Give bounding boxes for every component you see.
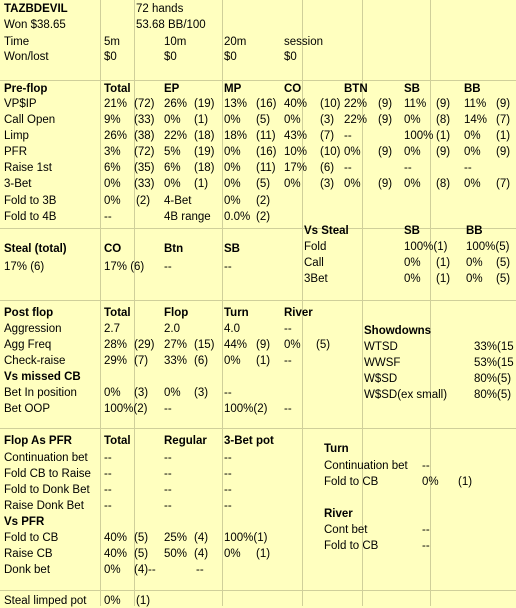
- flop-pfr-header: Total: [104, 435, 131, 447]
- raise-cb-value: (5): [134, 548, 149, 560]
- preflop-cell: (9): [496, 98, 511, 110]
- turn-fold-label: Fold to CB: [324, 476, 379, 488]
- preflop-header: Total: [104, 83, 131, 95]
- flop-pfr-cell: --: [224, 484, 232, 496]
- agg-freq-value: 44%: [224, 339, 248, 351]
- flop-pfr-row-label: Fold to Donk Bet: [4, 484, 90, 496]
- preflop-cell: (9): [378, 114, 393, 126]
- aggression-value: 4.0: [224, 323, 240, 335]
- turn-title: Turn: [324, 443, 349, 455]
- flop-pfr-row-label: Continuation bet: [4, 452, 88, 464]
- preflop-cell: 26%: [104, 130, 128, 142]
- showdown-value: 53%: [474, 357, 498, 369]
- flop-pfr-header: 3-Bet pot: [224, 435, 274, 447]
- river-fold-value: --: [422, 540, 430, 552]
- four-bet-range-value: 0.0%: [224, 211, 251, 223]
- agg-freq-value: (15): [194, 339, 215, 351]
- preflop-cell: 6%: [104, 162, 121, 174]
- preflop-cell: 0%: [224, 178, 241, 190]
- preflop-cell: (35): [134, 162, 155, 174]
- preflop-header: EP: [164, 83, 180, 95]
- preflop-cell: (5): [256, 178, 271, 190]
- preflop-header: CO: [284, 83, 302, 95]
- four-bet-label: 4-Bet: [164, 195, 192, 207]
- showdown-value: 80%: [474, 389, 498, 401]
- fold-to-4b-value: --: [104, 211, 112, 223]
- agg-freq-value: 27%: [164, 339, 188, 351]
- bet-in-position-value: --: [224, 387, 232, 399]
- check-raise-value: (1): [256, 355, 271, 367]
- vs-steal-fold-label: Fold: [304, 241, 327, 253]
- preflop-cell: (9): [378, 98, 393, 110]
- preflop-cell: (19): [194, 146, 215, 158]
- raise-cb-value: (4): [194, 548, 209, 560]
- aggression-value: 2.0: [164, 323, 180, 335]
- check-raise-value: (7): [134, 355, 149, 367]
- preflop-cell: (9): [496, 146, 511, 158]
- preflop-cell: 3%: [104, 146, 121, 158]
- fold-to-3b-value: 0%: [104, 195, 121, 207]
- preflop-row-label: VP$IP: [4, 98, 37, 110]
- steal-btn-value: --: [164, 261, 172, 273]
- preflop-cell: (8): [436, 114, 451, 126]
- preflop-cell: (7): [496, 114, 511, 126]
- vs-steal-3bet-label: 3Bet: [304, 273, 328, 285]
- wonlost-10m: $0: [164, 51, 177, 63]
- showdown-label: WTSD: [364, 341, 398, 353]
- preflop-header: MP: [224, 83, 242, 95]
- preflop-cell: (1): [496, 130, 511, 142]
- raise-cb-label: Raise CB: [4, 548, 53, 560]
- preflop-row-label: PFR: [4, 146, 27, 158]
- showdown-label: W$SD: [364, 373, 398, 385]
- preflop-cell: (10): [320, 146, 341, 158]
- four-bet-range-label: 4B range: [164, 211, 211, 223]
- vs-steal-sb-header: SB: [404, 225, 420, 237]
- preflop-cell: 11%: [464, 98, 487, 110]
- flop-pfr-cell: --: [164, 484, 172, 496]
- wonlost-5m: $0: [104, 51, 117, 63]
- preflop-cell: (6): [320, 162, 335, 174]
- preflop-cell: --: [344, 130, 352, 142]
- wonlost-session: $0: [284, 51, 297, 63]
- preflop-cell: 10%: [284, 146, 308, 158]
- divider: [430, 0, 431, 606]
- steal-btn-header: Btn: [164, 243, 184, 255]
- steal-limped-value: 0%: [104, 595, 121, 607]
- aggression-label: Aggression: [4, 323, 62, 335]
- raise-cb-value: (1): [256, 548, 271, 560]
- preflop-cell: (3): [320, 114, 335, 126]
- turn-fold-value: 0%: [422, 476, 439, 488]
- preflop-cell: 0%: [224, 114, 241, 126]
- flop-pfr-cell: --: [104, 468, 112, 480]
- preflop-cell: 22%: [164, 130, 188, 142]
- donk-bet-label: Donk bet: [4, 564, 51, 576]
- preflop-cell: --: [464, 162, 472, 174]
- bet-in-position-value: (3): [194, 387, 209, 399]
- preflop-cell: (1): [436, 130, 451, 142]
- fold-to-4b-label: Fold to 4B: [4, 211, 57, 223]
- preflop-cell: 43%: [284, 130, 308, 142]
- river-cont-label: Cont bet: [324, 524, 368, 536]
- preflop-cell: (72): [134, 146, 155, 158]
- steal-limped-value: (1): [136, 595, 151, 607]
- preflop-cell: (38): [134, 130, 155, 142]
- aggression-value: --: [284, 323, 292, 335]
- flop-pfr-cell: --: [164, 452, 172, 464]
- preflop-cell: 0%: [344, 178, 361, 190]
- preflop-cell: 0%: [344, 146, 361, 158]
- vs-steal-3bet-bb: 0%: [466, 273, 483, 285]
- fold-to-cb-value: (4): [194, 532, 209, 544]
- showdown-label: W$SD(ex small): [364, 389, 448, 401]
- agg-freq-label: Agg Freq: [4, 339, 52, 351]
- donk-bet-value: (4)--: [134, 564, 156, 576]
- preflop-cell: 0%: [164, 114, 181, 126]
- divider: [100, 0, 101, 606]
- bet-in-position-value: 0%: [104, 387, 121, 399]
- preflop-cell: 0%: [104, 178, 121, 190]
- check-raise-value: 33%: [164, 355, 188, 367]
- preflop-header: Pre-flop: [4, 83, 48, 95]
- preflop-header: BTN: [344, 83, 368, 95]
- preflop-cell: 22%: [344, 98, 368, 110]
- preflop-cell: 18%: [224, 130, 248, 142]
- preflop-cell: (8): [436, 178, 451, 190]
- agg-freq-value: (29): [134, 339, 155, 351]
- steal-sb-header: SB: [224, 243, 240, 255]
- preflop-cell: (9): [378, 178, 393, 190]
- agg-freq-value: (5): [316, 339, 331, 351]
- flop-pfr-cell: --: [104, 484, 112, 496]
- steal-co-header: CO: [104, 243, 122, 255]
- preflop-cell: 13%: [224, 98, 248, 110]
- bet-oop-value: 100%(2): [224, 403, 268, 415]
- agg-freq-value: 0%: [284, 339, 301, 351]
- showdown-count: (15: [497, 357, 514, 369]
- time-5m: 5m: [104, 36, 120, 48]
- preflop-cell: (16): [256, 146, 277, 158]
- divider: [0, 590, 516, 591]
- won-amount: Won $38.65: [4, 19, 66, 31]
- donk-bet-value: 0%: [104, 564, 121, 576]
- flop-pfr-cell: --: [104, 452, 112, 464]
- preflop-cell: 22%: [344, 114, 368, 126]
- preflop-cell: 0%: [224, 146, 241, 158]
- postflop-header: Post flop: [4, 307, 54, 319]
- check-raise-label: Check-raise: [4, 355, 66, 367]
- four-bet-count: (2): [256, 195, 271, 207]
- raise-cb-value: 40%: [104, 548, 128, 560]
- bet-in-position-value: 0%: [164, 387, 181, 399]
- preflop-cell: (18): [194, 162, 215, 174]
- vs-steal-call-sb: 0%: [404, 257, 421, 269]
- steal-title: Steal (total): [4, 243, 67, 255]
- preflop-cell: (18): [194, 130, 215, 142]
- aggression-value: 2.7: [104, 323, 120, 335]
- divider: [302, 0, 303, 606]
- flop-pfr-cell: --: [224, 500, 232, 512]
- divider: [222, 0, 223, 606]
- river-cont-value: --: [422, 524, 430, 536]
- check-raise-value: 0%: [224, 355, 241, 367]
- agg-freq-value: 28%: [104, 339, 128, 351]
- vs-steal-call-sb-n: (1): [436, 257, 451, 269]
- preflop-cell: 26%: [164, 98, 188, 110]
- fold-to-cb-value: (5): [134, 532, 149, 544]
- turn-cbet-value: --: [422, 460, 430, 472]
- bet-oop-value: --: [164, 403, 172, 415]
- preflop-cell: 9%: [104, 114, 121, 126]
- preflop-cell: (10): [320, 98, 341, 110]
- preflop-cell: 0%: [164, 178, 181, 190]
- steal-sb-value: --: [224, 261, 232, 273]
- raise-cb-value: 0%: [224, 548, 241, 560]
- vs-steal-3bet-bb-n: (5): [496, 273, 511, 285]
- agg-freq-value: (9): [256, 339, 271, 351]
- divider: [0, 228, 516, 229]
- four-bet-value: 0%: [224, 195, 241, 207]
- vs-steal-3bet-sb: 0%: [404, 273, 421, 285]
- preflop-cell: (9): [436, 98, 451, 110]
- wonlost-label: Won/lost: [4, 51, 49, 63]
- flop-pfr-cell: --: [164, 468, 172, 480]
- showdown-label: WWSF: [364, 357, 401, 369]
- preflop-cell: 0%: [464, 146, 481, 158]
- preflop-cell: (11): [256, 162, 276, 174]
- preflop-cell: (9): [378, 146, 393, 158]
- turn-fold-count: (1): [458, 476, 473, 488]
- preflop-cell: (72): [134, 98, 155, 110]
- preflop-cell: 17%: [284, 162, 308, 174]
- preflop-cell: 100%: [404, 130, 434, 142]
- time-10m: 10m: [164, 36, 187, 48]
- postflop-header: Total: [104, 307, 131, 319]
- preflop-cell: (19): [194, 98, 215, 110]
- showdown-value: 80%: [474, 373, 498, 385]
- preflop-cell: 0%: [284, 114, 301, 126]
- preflop-cell: (7): [320, 130, 335, 142]
- vs-steal-call-bb-n: (5): [496, 257, 511, 269]
- check-raise-value: 29%: [104, 355, 128, 367]
- preflop-cell: (5): [256, 114, 271, 126]
- river-title: River: [324, 508, 353, 520]
- vs-missed-cb-title: Vs missed CB: [4, 371, 81, 383]
- bet-oop-value: 100%(2): [104, 403, 148, 415]
- divider: [0, 80, 516, 81]
- preflop-cell: 0%: [404, 146, 421, 158]
- steal-limped-label: Steal limped pot: [4, 595, 87, 607]
- preflop-header: BB: [464, 83, 481, 95]
- wonlost-20m: $0: [224, 51, 237, 63]
- preflop-cell: 0%: [284, 178, 301, 190]
- steal-co-value: 17% (6): [104, 261, 145, 273]
- flop-pfr-row-label: Raise Donk Bet: [4, 500, 84, 512]
- preflop-cell: (33): [134, 114, 155, 126]
- vs-steal-call-label: Call: [304, 257, 324, 269]
- check-raise-value: --: [284, 355, 292, 367]
- preflop-cell: --: [404, 162, 412, 174]
- time-label: Time: [4, 36, 30, 48]
- preflop-cell: (1): [194, 178, 209, 190]
- preflop-cell: (33): [134, 178, 155, 190]
- flop-pfr-cell: --: [164, 500, 172, 512]
- fold-to-cb-value: 40%: [104, 532, 128, 544]
- preflop-row-label: Limp: [4, 130, 29, 142]
- postflop-header: Flop: [164, 307, 189, 319]
- preflop-row-label: Call Open: [4, 114, 56, 126]
- bb-per-100: 53.68 BB/100: [136, 19, 206, 31]
- preflop-cell: 0%: [404, 114, 421, 126]
- bet-oop-label: Bet OOP: [4, 403, 51, 415]
- preflop-cell: 0%: [464, 178, 481, 190]
- flop-pfr-header: Regular: [164, 435, 207, 447]
- flop-pfr-row-label: Fold CB to Raise: [4, 468, 91, 480]
- vs-steal-3bet-sb-n: (1): [436, 273, 451, 285]
- turn-cbet-label: Continuation bet: [324, 460, 408, 472]
- fold-to-cb-value: 100%(1): [224, 532, 268, 544]
- donk-bet-value: --: [196, 564, 204, 576]
- bet-in-position-value: (3): [134, 387, 149, 399]
- vs-steal-call-bb: 0%: [466, 257, 483, 269]
- preflop-cell: (1): [194, 114, 209, 126]
- preflop-cell: (3): [320, 178, 335, 190]
- preflop-cell: (9): [436, 146, 451, 158]
- time-session: session: [284, 36, 323, 48]
- hands-count: 72 hands: [136, 3, 184, 15]
- preflop-cell: 6%: [164, 162, 181, 174]
- postflop-header: Turn: [224, 307, 249, 319]
- steal-total-value: 17% (6): [4, 261, 45, 273]
- fold-to-cb-label: Fold to CB: [4, 532, 59, 544]
- player-name: TAZBDEVIL: [4, 3, 68, 15]
- time-20m: 20m: [224, 36, 247, 48]
- vs-pfr-title: Vs PFR: [4, 516, 45, 528]
- vs-steal-bb-header: BB: [466, 225, 483, 237]
- preflop-cell: 40%: [284, 98, 308, 110]
- postflop-header: River: [284, 307, 313, 319]
- vs-steal-fold-bb: 100%(5): [466, 241, 510, 253]
- bet-in-position-label: Bet In position: [4, 387, 77, 399]
- divider: [134, 0, 135, 606]
- preflop-cell: 0%: [224, 162, 241, 174]
- preflop-cell: 0%: [464, 130, 481, 142]
- showdown-count: (5): [497, 373, 512, 385]
- raise-cb-value: 50%: [164, 548, 188, 560]
- preflop-header: SB: [404, 83, 420, 95]
- vs-steal-title: Vs Steal: [304, 225, 349, 237]
- preflop-row-label: 3-Bet: [4, 178, 32, 190]
- preflop-cell: 5%: [164, 146, 181, 158]
- preflop-cell: (16): [256, 98, 277, 110]
- fold-to-3b-count: (2): [136, 195, 151, 207]
- divider: [0, 428, 516, 429]
- vs-steal-fold-sb: 100%(1): [404, 241, 448, 253]
- divider: [0, 300, 516, 301]
- check-raise-value: (6): [194, 355, 209, 367]
- showdown-count: (5): [497, 389, 512, 401]
- preflop-cell: 11%: [404, 98, 427, 110]
- fold-to-3b-label: Fold to 3B: [4, 195, 57, 207]
- river-fold-label: Fold to CB: [324, 540, 379, 552]
- four-bet-range-count: (2): [256, 211, 271, 223]
- preflop-row-label: Raise 1st: [4, 162, 52, 174]
- flop-pfr-cell: --: [224, 452, 232, 464]
- preflop-cell: --: [344, 162, 352, 174]
- fold-to-cb-value: 25%: [164, 532, 188, 544]
- showdowns-title: Showdowns: [364, 325, 432, 337]
- preflop-cell: (7): [496, 178, 511, 190]
- showdown-count: (15: [497, 341, 514, 353]
- bet-oop-value: --: [284, 403, 292, 415]
- flop-pfr-cell: --: [104, 500, 112, 512]
- preflop-cell: 14%: [464, 114, 488, 126]
- showdown-value: 33%: [474, 341, 498, 353]
- preflop-cell: 21%: [104, 98, 128, 110]
- flop-pfr-header: Flop As PFR: [4, 435, 72, 447]
- preflop-cell: (11): [256, 130, 276, 142]
- flop-pfr-cell: --: [224, 468, 232, 480]
- preflop-cell: 0%: [404, 178, 421, 190]
